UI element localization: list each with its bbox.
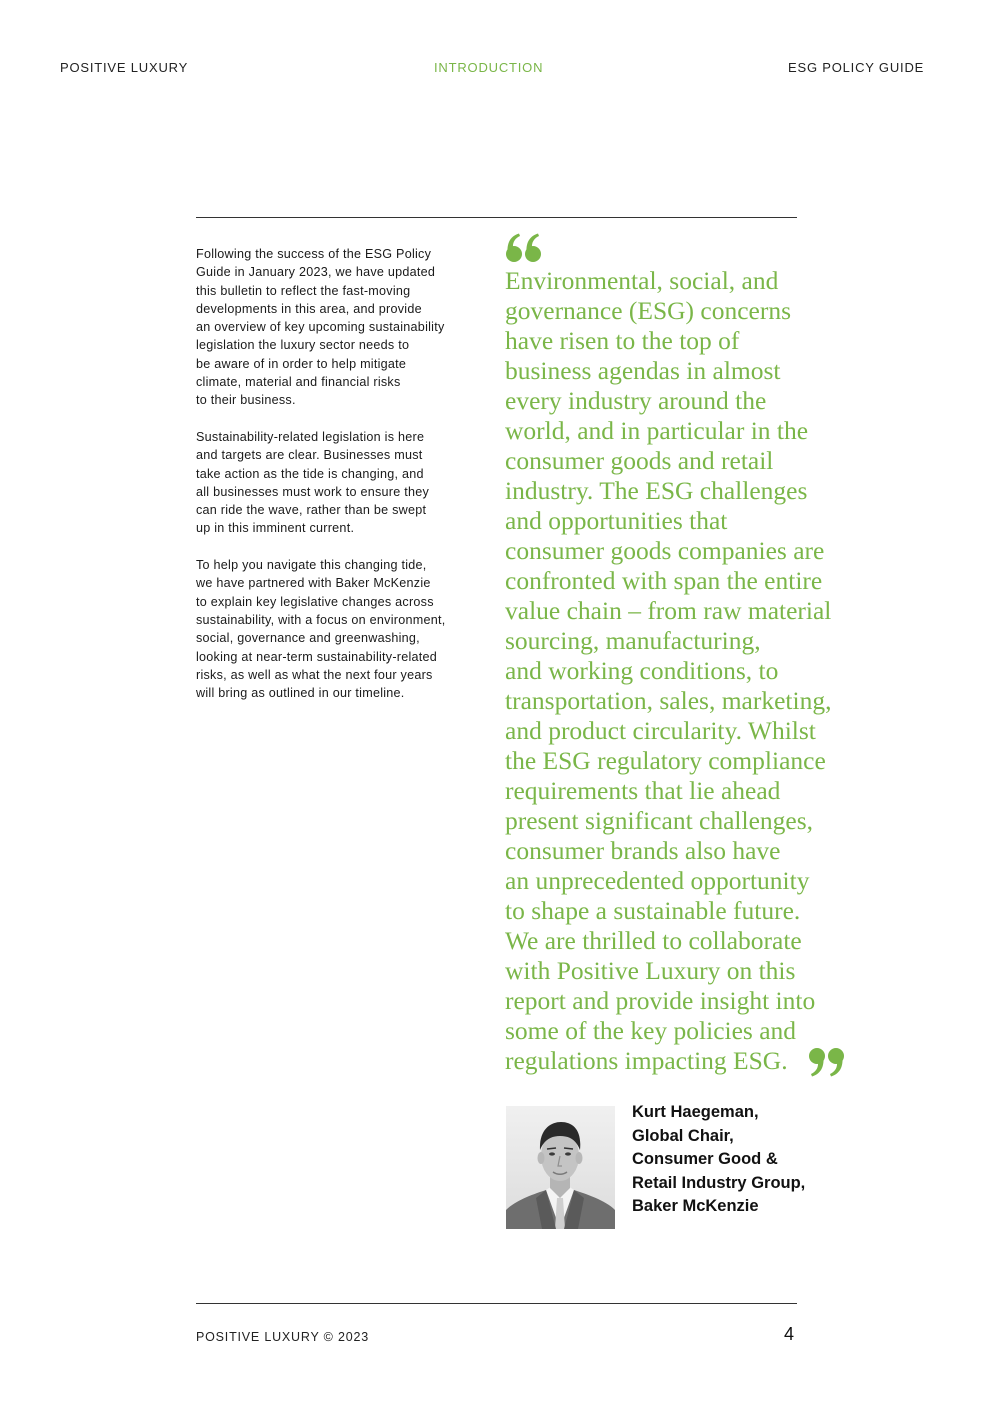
intro-body-column <box>196 245 488 721</box>
close-quote-icon <box>807 1047 845 1077</box>
intro-paragraph: Following the success of the ESG Policy Guide in January 2023, we have updated this bulletin to reflect the fast-moving developments in this area, and provide an overview of key upcoming sustainability legislation the luxury sector needs to be aware of in order to help mitigate climate, material and financial risks to their business. <box>196 247 445 408</box>
bottom-divider <box>196 1303 797 1304</box>
open-quote-icon <box>505 233 543 263</box>
top-divider <box>196 217 797 218</box>
portrait-photo <box>506 1106 615 1229</box>
intro-paragraph: To help you navigate this changing tide, we have partnered with Baker McKenzie to explain key legislative changes across sustainability, with a focus on environment, social, governance and greenwashing, looking at near-term sustainability-related risks, as well as what the next four years will bring as outlined in our timeline. <box>196 558 446 701</box>
header-document-title: ESG POLICY GUIDE <box>788 60 925 75</box>
footer-copyright: POSITIVE LUXURY © 2023 <box>196 1330 369 1344</box>
header-brand: POSITIVE LUXURY <box>60 60 189 75</box>
intro-paragraph: Sustainability-related legislation is here and targets are clear. Businesses must take action as the tide is changing, and all businesses must work to ensure they can ride the wave, rather than be swept up in this imminent current. <box>196 429 430 536</box>
pull-quote-text: Environmental, social, and governance (ESG) concerns have risen to the top of business agendas in almost every industry around the world, and in particular in the consumer goods and retail industry. The ESG challenges and opportunities that consumer goods companies are confronted with span the entire value chain – from raw material sourcing, manufacturing, and working conditions, to transportation, sales, marketing, and product circularity. Whilst the ESG regulatory compliance requirements that lie ahead present significant challenges, consumer brands also have an unprecedented opportunity to shape a sustainable future. We are thrilled to collaborate with Positive Luxury on this report and provide insight into some of the key policies and regulations impacting ESG. <box>505 266 832 1075</box>
quote-attribution: Kurt Haegeman, Global Chair, Consumer Good & Retail Industry Group, Baker McKenzie <box>632 1103 806 1215</box>
page-number: 4 <box>784 1324 795 1344</box>
header-section-title: INTRODUCTION <box>434 60 544 75</box>
